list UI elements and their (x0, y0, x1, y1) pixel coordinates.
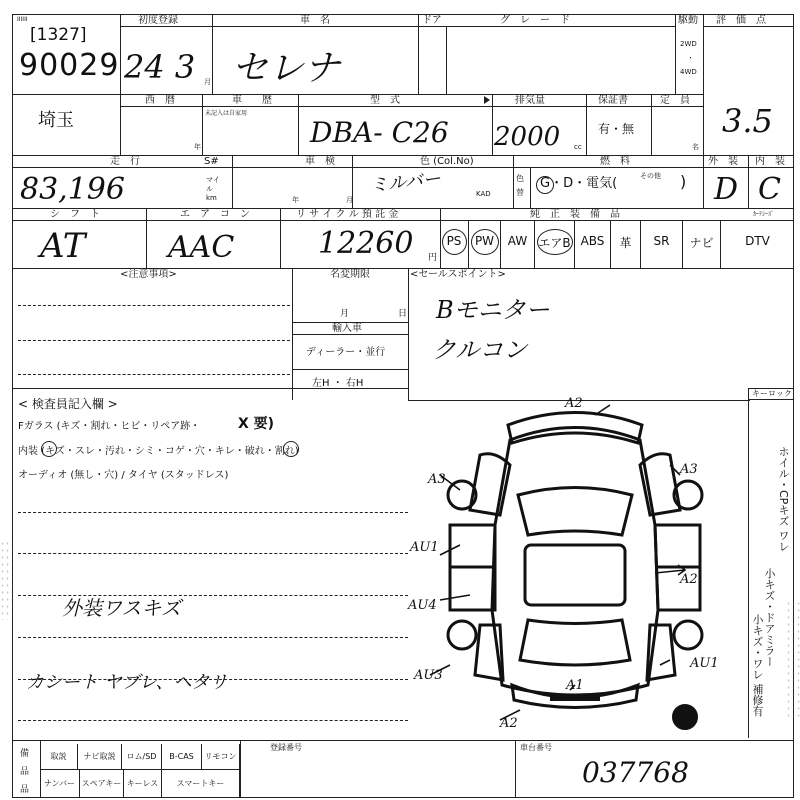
era-label: 西 暦 (145, 95, 175, 106)
model-value: DBA- C26 (310, 116, 449, 149)
equipment-label: ABS (580, 234, 605, 248)
damage-mark: AU4 (408, 598, 437, 613)
mileage-value: 83,196 (20, 172, 125, 207)
lot-number: 90029 (19, 48, 120, 83)
name-change-month: 月 (340, 309, 350, 319)
accessory-item: ロム/SD (122, 744, 162, 769)
score-value: 3.5 (722, 102, 773, 140)
inspector-note-2: カシート ヤブレ、ヘタリ (26, 672, 228, 693)
yen-label: 円 (428, 253, 438, 263)
legend-col-2: 小キズ・ドアミラー (763, 568, 776, 667)
reg-no-label: 登録番号 (270, 743, 302, 752)
car-roof (525, 545, 625, 605)
warranty-value: 有・無 (598, 122, 635, 136)
name-change-day: 日 (398, 309, 408, 319)
exterior-label: 外 装 (708, 156, 738, 167)
sales-point-1: Bモニター (436, 296, 550, 324)
spare-marker (673, 705, 697, 729)
color-code: KAD (476, 190, 491, 198)
damage-mark: A2 (680, 572, 698, 587)
mark-circle (41, 441, 57, 457)
inspector-note-1: 外装ワスキズ (62, 596, 181, 620)
equipment-label: AW (507, 234, 528, 248)
import-label: 輸入車 (332, 323, 362, 334)
equipment-item (611, 220, 641, 268)
wheel-rear-left (448, 621, 476, 649)
equipment-item (469, 220, 501, 268)
accessory-row-1 (40, 744, 240, 769)
equipment-item (501, 220, 535, 268)
damage-mark: A3 (428, 472, 446, 487)
legend-col-1: ホイル・CPキズ ワレ (777, 446, 790, 552)
inspector-line-2: 内装 (キズ・スレ・汚れ・シミ・コゲ・穴・キレ・破れ・割れ) (18, 446, 299, 457)
damage-mark: AU1 (690, 656, 719, 671)
drive-4wd: 4WD (680, 68, 697, 76)
car-windshield (518, 488, 632, 536)
reg-date-value: 24 3 (124, 48, 196, 86)
equipment-sub-label: ｶｰﾃｼｰｽﾞ (753, 211, 775, 218)
caution-label: <注意事項> (120, 269, 177, 280)
car-name-label: 車 名 (300, 15, 330, 26)
s-label: S# (204, 156, 219, 167)
chassis-number: 037768 (582, 756, 689, 789)
chassis-label: 車台番号 (520, 743, 552, 752)
wheel-rear-right (674, 621, 702, 649)
accessory-item: スマートキー (162, 769, 240, 798)
model-label: 型 式 (370, 95, 400, 106)
drive-dot: ・ (687, 54, 694, 62)
inspector-line-3: オーディオ (無し・穴) / タイヤ (スタッドレス) (18, 470, 229, 481)
accessory-item: B-CAS (162, 744, 202, 769)
ac-label: エ ア コ ン (180, 209, 250, 220)
fuel-circle (536, 176, 554, 194)
fuel-label: 燃 料 (600, 156, 630, 167)
footer-side-label-3: 品 (20, 785, 30, 795)
damage-mark: A2 (500, 716, 518, 731)
footer-side-label-1: 備 (20, 749, 30, 759)
equipment-list (440, 220, 794, 268)
history-note: 未記入は自家用 (205, 110, 248, 117)
sales-point-2: クルコン (432, 336, 528, 364)
reg-date-label: 初度登録 (138, 15, 178, 26)
equipment-circle (537, 229, 573, 255)
shift-value: AT (40, 226, 86, 266)
interior-label: 内 装 (755, 156, 785, 167)
fuel-other: その他 (640, 172, 661, 180)
equipment-label: PS (446, 234, 462, 248)
fuel-value: G・D・電気( (540, 176, 618, 191)
legend-col-3: 小キズ・ワレ 補修有 (751, 614, 764, 717)
car-front-left-fender (470, 454, 510, 515)
equipment-label: 革 (619, 236, 632, 250)
car-name: セレナ (232, 48, 341, 89)
exterior-grade: D (714, 172, 739, 207)
car-front-right-fender (640, 454, 680, 515)
capacity-unit: 名 (692, 143, 699, 151)
damage-mark: A3 (680, 462, 698, 477)
equipment-label: PW (474, 234, 495, 248)
displacement-label: 排気量 (515, 95, 545, 106)
inspector-title: < 検査員記入欄 > (18, 397, 118, 411)
drive-2wd: 2WD (680, 40, 697, 48)
lot-label: [1327] (30, 25, 87, 45)
recycle-label: リ サ イ ク ル 預 託 金 (296, 209, 399, 220)
recycle-value: 12260 (318, 226, 414, 261)
shift-label: シ フ ト (50, 209, 100, 220)
displacement-value: 2000 (494, 122, 561, 152)
keylock-label: キーロック (752, 389, 792, 398)
equipment-item (641, 220, 683, 268)
scan-noise (0, 540, 14, 620)
grade-label: グ レ ー ド (500, 15, 570, 26)
warranty-label: 保証書 (598, 95, 628, 106)
score-label: 評 価 点 (716, 15, 766, 26)
equipment-label: SR (653, 234, 670, 248)
car-rear-glass (520, 620, 630, 665)
damage-mark: A2 (565, 396, 583, 411)
inspection-label: 車 検 (305, 156, 335, 167)
inspector-line-1-bold: X 要) (238, 416, 275, 432)
mark-circle (283, 441, 299, 457)
handle-label: 左H ・ 右H (312, 378, 364, 389)
cc-label: cc (574, 143, 582, 151)
damage-mark: A1 (566, 678, 584, 693)
equipment-label: 純 正 装 備 品 (530, 209, 620, 220)
inspector-line-1: Fガラス (キズ・割れ・ヒビ・リペア跡・ (18, 421, 201, 432)
scan-noise (786, 600, 800, 720)
color-change-label: 色替 (516, 174, 524, 197)
accessory-item: スペアキー (80, 769, 124, 798)
accessory-item: キーレス (124, 769, 162, 798)
history-label: 車 歴 (232, 95, 272, 106)
equipment-label: ナビ (689, 236, 714, 250)
equipment-item (535, 220, 575, 268)
accessory-item: ナビ取説 (78, 744, 122, 769)
color-label: 色 (Col.No) (420, 156, 474, 167)
capacity-label: 定 員 (660, 95, 690, 106)
equipment-item (575, 220, 611, 268)
month-label: 月 (204, 78, 211, 86)
sales-label: <セールスポイント> (410, 269, 506, 280)
door-label: ドア (422, 15, 442, 26)
equipment-circle (471, 229, 499, 255)
arrow-icon (484, 96, 490, 104)
mile-km-label: マイル km (206, 176, 220, 202)
equipment-item (683, 220, 721, 268)
accessory-row-2 (40, 769, 240, 798)
ac-value: AAC (168, 230, 235, 265)
accessory-item: 取説 (40, 744, 78, 769)
damage-mark: AU1 (410, 540, 439, 555)
name-change-label: 名変期限 (330, 269, 370, 280)
interior-grade: C (758, 172, 781, 207)
equipment-label: エアB (538, 236, 571, 250)
damage-mark: AU3 (414, 668, 443, 683)
equipment-item (721, 220, 794, 268)
fuel-close: ) (680, 172, 687, 191)
dealer-label: ディーラー・並行 (306, 347, 386, 358)
color-value: ミルバー (369, 168, 442, 197)
small-print: IIIIII (17, 16, 28, 23)
inspection-month: 月 (346, 196, 353, 204)
year-label: 年 (194, 143, 201, 151)
accessory-item: リモコン (202, 744, 240, 769)
equipment-circle (442, 229, 467, 255)
drive-label: 駆動 (678, 15, 698, 26)
mileage-label: 走 行 (110, 156, 140, 167)
inspection-year: 年 (292, 196, 299, 204)
equipment-item (440, 220, 469, 268)
footer-side-label-2: 品 (20, 767, 30, 777)
accessory-item: ナンバー (40, 769, 80, 798)
car-body-outline (492, 428, 658, 696)
region: 埼玉 (38, 110, 74, 131)
equipment-label: DTV (745, 234, 770, 248)
